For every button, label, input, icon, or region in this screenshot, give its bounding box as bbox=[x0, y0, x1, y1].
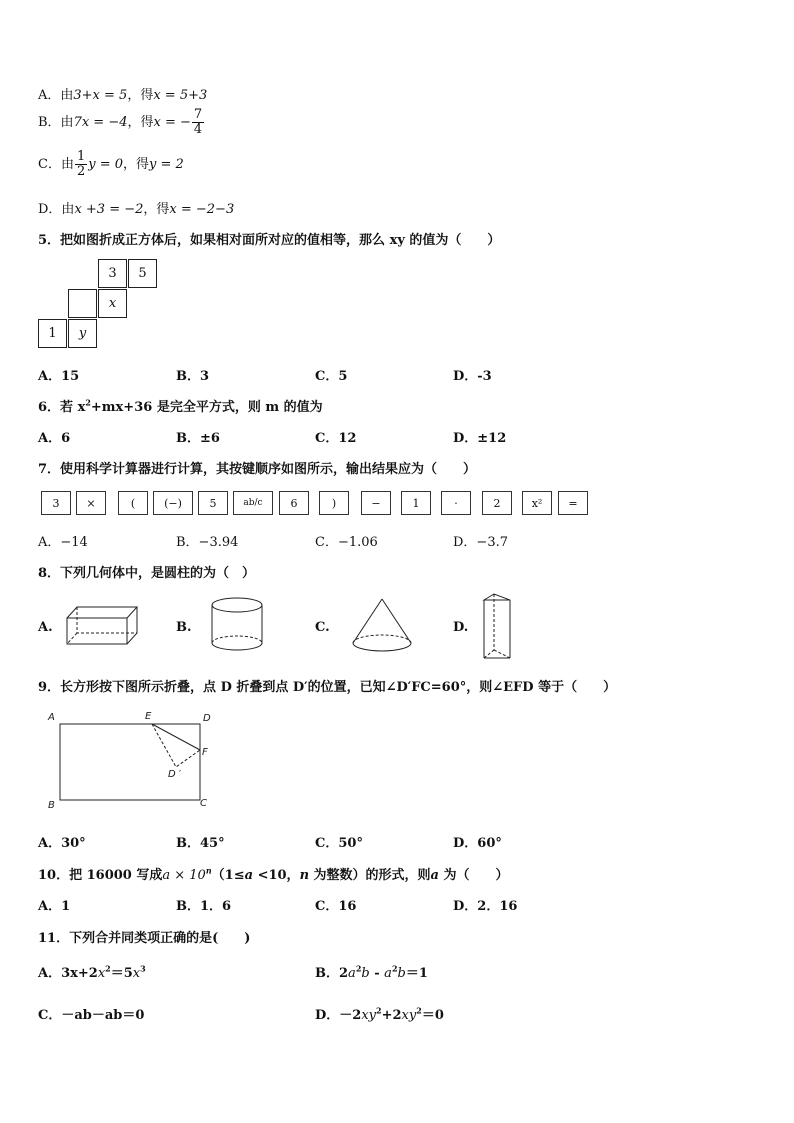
calc-key: ab/c bbox=[233, 491, 273, 515]
cuboid-figure bbox=[60, 600, 140, 650]
q7-question: 7．使用科学计算器进行计算，其按键顺序如图所示，输出结果应为（ ） bbox=[38, 462, 477, 477]
q8-option-c: C. bbox=[315, 620, 330, 635]
q6-option-a: A．6 bbox=[38, 431, 71, 446]
fraction: $\frac{7}{4}$ bbox=[193, 107, 203, 137]
net-cell: 3 bbox=[98, 259, 127, 288]
label-f: F bbox=[202, 747, 208, 758]
calc-key: × bbox=[76, 491, 106, 515]
label-c: C bbox=[200, 798, 207, 809]
q4-option-d: D．由x +3 = −2，得x = −2−3 bbox=[38, 202, 235, 217]
q11-question: 11．下列合并同类项正确的是( ) bbox=[38, 931, 251, 946]
q11-option-a: A．$3x+2x^2=5x^3$ bbox=[38, 963, 146, 981]
q5-option-a: A．15 bbox=[38, 369, 80, 384]
label-d: D bbox=[203, 713, 211, 724]
q10-option-d: D．2．16 bbox=[453, 899, 518, 914]
label-e: E bbox=[145, 711, 152, 722]
net-cell: 1 bbox=[38, 319, 67, 348]
q8-option-b: B. bbox=[176, 620, 192, 635]
q9-option-b: B．45° bbox=[176, 836, 225, 851]
calc-key: x² bbox=[522, 491, 552, 515]
q8-option-d: D. bbox=[453, 620, 469, 635]
q4-option-a: A．由3+x = 5，得x = 5+3 bbox=[38, 88, 208, 103]
calc-key: · bbox=[441, 491, 471, 515]
q8-option-a: A. bbox=[38, 620, 53, 635]
fraction: $\frac{1}{2}$ bbox=[76, 149, 86, 179]
q9-question: 9．长方形按下图所示折叠，点 D 折叠到点 D′的位置，已知∠D′FC=60°，则∠EFD 等于（ ） bbox=[38, 680, 617, 695]
calc-key: = bbox=[558, 491, 588, 515]
q6-question: 6．若 $x^2+mx+36$ 是完全平方式，则 m 的值为 bbox=[38, 397, 323, 415]
q5-option-c: C．5 bbox=[315, 369, 348, 384]
q4-option-b: B．由7x = −4，得x = − $\frac{7}{4}$ bbox=[38, 107, 203, 137]
cylinder-figure bbox=[205, 595, 270, 657]
q7-option-a: A．−14 bbox=[38, 535, 88, 550]
label-b: B bbox=[48, 800, 55, 811]
q9-option-c: C．50° bbox=[315, 836, 363, 851]
q10-option-c: C．16 bbox=[315, 899, 357, 914]
q5-option-b: B．3 bbox=[176, 369, 210, 384]
q11-option-b: B．$2a^2b - a^2b=1$ bbox=[315, 963, 428, 981]
q10-option-a: A．1 bbox=[38, 899, 71, 914]
q10-question: 10．把 16000 写成$a \times 10^n(1\le a <10$，n 为整数）的形式，则a 为（ ） bbox=[38, 865, 509, 883]
q11-option-d: D．$-2xy^2+2xy^2=0$ bbox=[315, 1005, 444, 1023]
q5-question: 5．把如图折成正方体后，如果相对面所对应的值相等，那么 xy 的值为（ ） bbox=[38, 233, 501, 248]
calc-key: 3 bbox=[41, 491, 71, 515]
net-cell: x bbox=[98, 289, 127, 318]
q8-question: 8．下列几何体中，是圆柱的为（ ） bbox=[38, 566, 256, 581]
prism-figure bbox=[478, 590, 518, 662]
q10-option-b: B．1．6 bbox=[176, 899, 232, 914]
label-a: A bbox=[48, 712, 55, 723]
q9-option-a: A．30° bbox=[38, 836, 86, 851]
calc-key: ) bbox=[319, 491, 349, 515]
calc-key: ( bbox=[118, 491, 148, 515]
calc-key: − bbox=[361, 491, 391, 515]
q7-option-b: B．−3.94 bbox=[176, 535, 239, 550]
calc-key: 1 bbox=[401, 491, 431, 515]
calc-key: 6 bbox=[279, 491, 309, 515]
q5-option-d: D．-3 bbox=[453, 369, 492, 384]
net-cell: y bbox=[68, 319, 97, 348]
folded-rectangle-figure bbox=[40, 705, 230, 813]
calc-key: (−) bbox=[153, 491, 193, 515]
q7-option-c: C．−1.06 bbox=[315, 535, 378, 550]
q6-option-b: B．±6 bbox=[176, 431, 220, 446]
cone-figure bbox=[345, 595, 420, 657]
net-cell: 5 bbox=[128, 259, 157, 288]
q6-option-c: C．12 bbox=[315, 431, 357, 446]
q7-option-d: D．−3.7 bbox=[453, 535, 508, 550]
net-cell-empty bbox=[68, 289, 97, 318]
q11-option-c: C．－ab－ab＝0 bbox=[38, 1008, 145, 1023]
q6-option-d: D．±12 bbox=[453, 431, 507, 446]
label-d-prime: D ′ bbox=[168, 769, 182, 780]
q9-option-d: D．60° bbox=[453, 836, 502, 851]
calc-key: 5 bbox=[198, 491, 228, 515]
calc-key: 2 bbox=[482, 491, 512, 515]
q4-option-c: C．由 $\frac{1}{2}$ y = 0，得y = 2 bbox=[38, 149, 184, 179]
